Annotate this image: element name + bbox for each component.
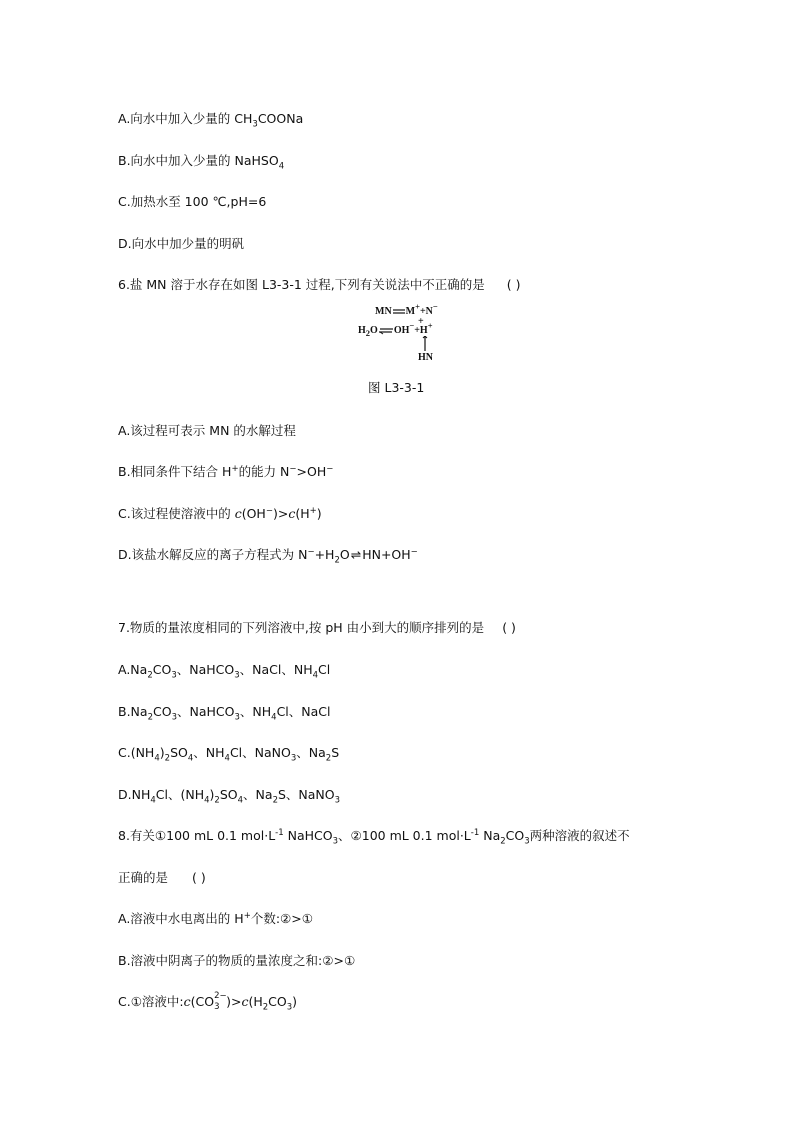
q7-option-a: $A.Na_2CO_3$、NaHCO$_3$、NaCl、$NH_4Cl$	[118, 662, 331, 681]
q8-option-b: B.溶液中阴离子的物质的量浓度之和:②>①	[118, 953, 356, 968]
equilibrium-sign: ⇌	[350, 547, 362, 562]
q6-option-d: D.该盐水解反应的离子方程式为 $N^-+H_2O\rightleftharpoons HN+OH^-$	[118, 546, 418, 566]
diagram-row-3: HN	[418, 352, 433, 363]
q8-option-c: C.①溶液中:c(CO 2− 3 )$>c(H_2CO_3)$	[118, 991, 298, 1013]
q8-stem-line-2: 正确的是 ( )	[118, 870, 206, 885]
answer-bracket: ( )	[192, 870, 206, 885]
q5-option-b: B.向水中加入少量的 NaHSO$_4$	[118, 153, 285, 172]
figure-caption: 图 L3-3-1	[368, 380, 425, 395]
diagram-row-2: $H_2O$ OH−+H+	[358, 320, 433, 338]
q6-option-a: A.该过程可表示 MN 的水解过程	[118, 423, 296, 438]
q5-option-a: A.向水中加入少量的 $CH_3COONa$	[118, 111, 304, 130]
equals-arrow-icon	[392, 308, 406, 316]
q6-option-c: C.该过程使溶液中的 c(OH−)>c(H+)	[118, 505, 322, 521]
diagram-plus-sign: +	[418, 316, 424, 327]
q8-stem-line-1: 8.有关①100 mL 0.1 $mol\cdot L^{-1}$ NaHCO$_3$、②100 mL 0.1 $mol\cdot L^{-1}$ $Na_2CO_3$两种溶液的叙述不	[118, 827, 630, 847]
q8-option-a: A.溶液中水电离出的 H+个数:②>①	[118, 910, 313, 926]
diagram-row-1: MN M++N−	[375, 301, 438, 317]
q5-option-d: D.向水中加少量的明矾	[118, 236, 245, 251]
answer-bracket: ( )	[506, 277, 521, 292]
q6-stem: 6.盐 MN 溶于水存在如图 L3-3-1 过程,下列有关说法中不正确的是 ( )	[118, 277, 521, 292]
ionization-diagram	[352, 300, 452, 366]
down-arrow-icon	[422, 336, 428, 352]
q5-option-c: C.加热水至 100 ℃,pH=6	[118, 194, 267, 209]
q7-stem: 7.物质的量浓度相同的下列溶液中,按 pH 由小到大的顺序排列的是 ( )	[118, 620, 516, 635]
answer-bracket: ( )	[502, 620, 516, 635]
q7-option-d: $D.NH_4Cl$、$(NH_4)_2SO_4$、$Na_2S$、NaNO$_3$	[118, 787, 341, 806]
q7-option-c: $C.(NH_4)_2SO_4$、$NH_4Cl$、NaNO$_3$、$Na_2S$	[118, 745, 340, 764]
q7-option-b: $B.Na_2CO_3$、NaHCO$_3$、$NH_4Cl$、NaCl	[118, 704, 331, 723]
equilibrium-arrow-icon	[378, 327, 394, 335]
q6-option-b: B.相同条件下结合 H+的能力 N−>OH−	[118, 463, 334, 479]
